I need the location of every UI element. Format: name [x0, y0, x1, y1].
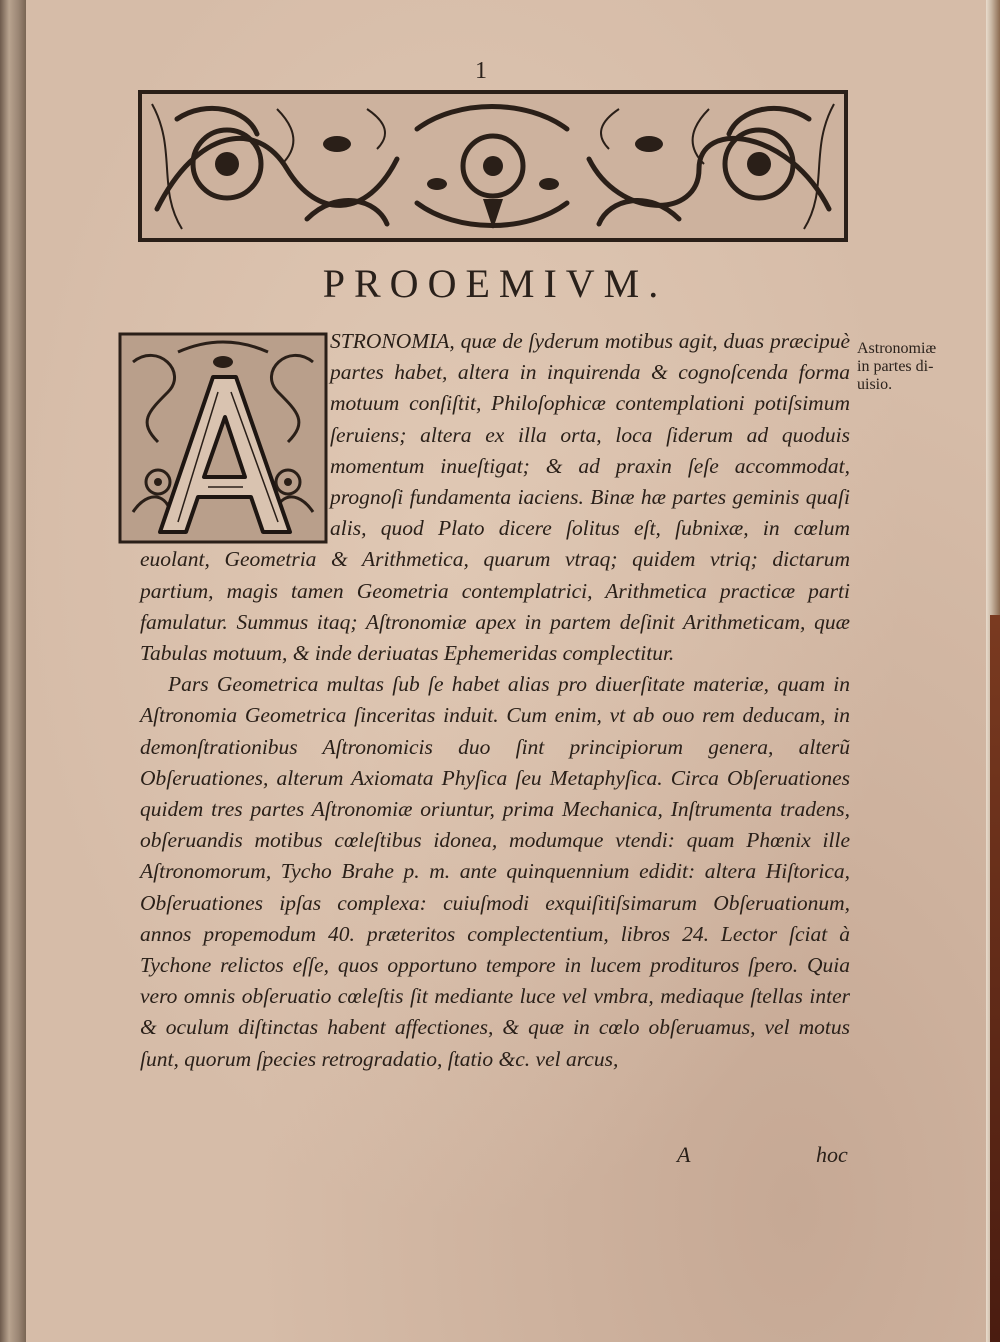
- headpiece-ornament: [137, 89, 849, 243]
- marginal-note-line: Astronomiæ: [857, 340, 937, 357]
- main-text: [140, 326, 850, 1075]
- book-cover-edge: [990, 615, 1000, 1342]
- catchword: hoc: [816, 1142, 848, 1167]
- book-spine: [0, 0, 26, 1342]
- paragraph-2: Pars Geometrica multas ſub ſe habet alias pro diuerſitate materiæ, quam in Aſtronomia Geometrica ſinceritas induit. Cum enim, vt ab ouo rem deducam, in demonſtrationibus Aſtronomicis duo ſint principiorum genera, alterũ Obſeruationes, alterum Axiomata Phyſica ſeu Metaphyſica. Circa Obſeruationes quidem tres partes Aſtronomiæ oriuntur, prima Mechanica, Inſtrumenta tradens, obſeruandis motibus cœleſtibus idonea, modumque vtendi: quam Phœnix ille Aſtronomorum, Tycho Brahe p. m. ante quinquennium edidit: altera Hiſtorica, Obſeruationes ipſas complexa: cuiuſmodi exquiſitiſsimarum Obſeruationum, annos propemodum 40. præteritos complectentium, libros 24. Lector ſciat à Tychone relictos eſſe, quos opportuno tempore in lucem prodituros ſpero. Quia vero omnis obſeruatio cœleſtis ſit mediante luce vel vmbra, mediaque ſtellas inter & oculum diſtinctas habent affectiones, & quæ in cœlo obſeruamus, vel motus ſunt, quorum ſpecies retrogradatio, ſtatio &c. vel arcus,: [140, 672, 850, 1071]
- marginal-note: [857, 340, 957, 394]
- page-number: 1: [475, 58, 487, 84]
- initial-spacer: [140, 326, 330, 544]
- marginal-note-line: uisio.: [857, 376, 893, 393]
- marginal-note-line: in partes di-: [857, 358, 934, 375]
- paragraph-1: STRONOMIA, quæ de ſyderum motibus agit, duas præcipuè partes habet, altera in inquirenda & cognoſcenda forma motuum conſiſtit, Philoſophicæ contemplationi potiſsimum ſeruiens; altera ex illa orta, loca ſiderum ad quoduis momentum inueſtigat; & ad praxin ſeſe accommodat, prognoſi fundamenta iaciens. Binæ hæ partes geminis quaſi alis, quod Plato dicere ſolitus eſt, ſubnixæ, in cœlum euolant, Geometria & Arithmetica, quarum vtraq; quidem vtriq; dictarum partium, magis tamen Geometria contemplatrici, Arithmetica practicæ parti famulatur. Summus itaq; Aſtronomiæ apex in partem deſinit Arithmeticam, quæ Tabulas motuum, & inde deriuatas Ephemeridas complectitur.: [140, 329, 850, 666]
- signature-mark: A: [677, 1142, 691, 1167]
- page-footer: [140, 1142, 850, 1174]
- page-title: PROOEMIVM.: [322, 261, 668, 306]
